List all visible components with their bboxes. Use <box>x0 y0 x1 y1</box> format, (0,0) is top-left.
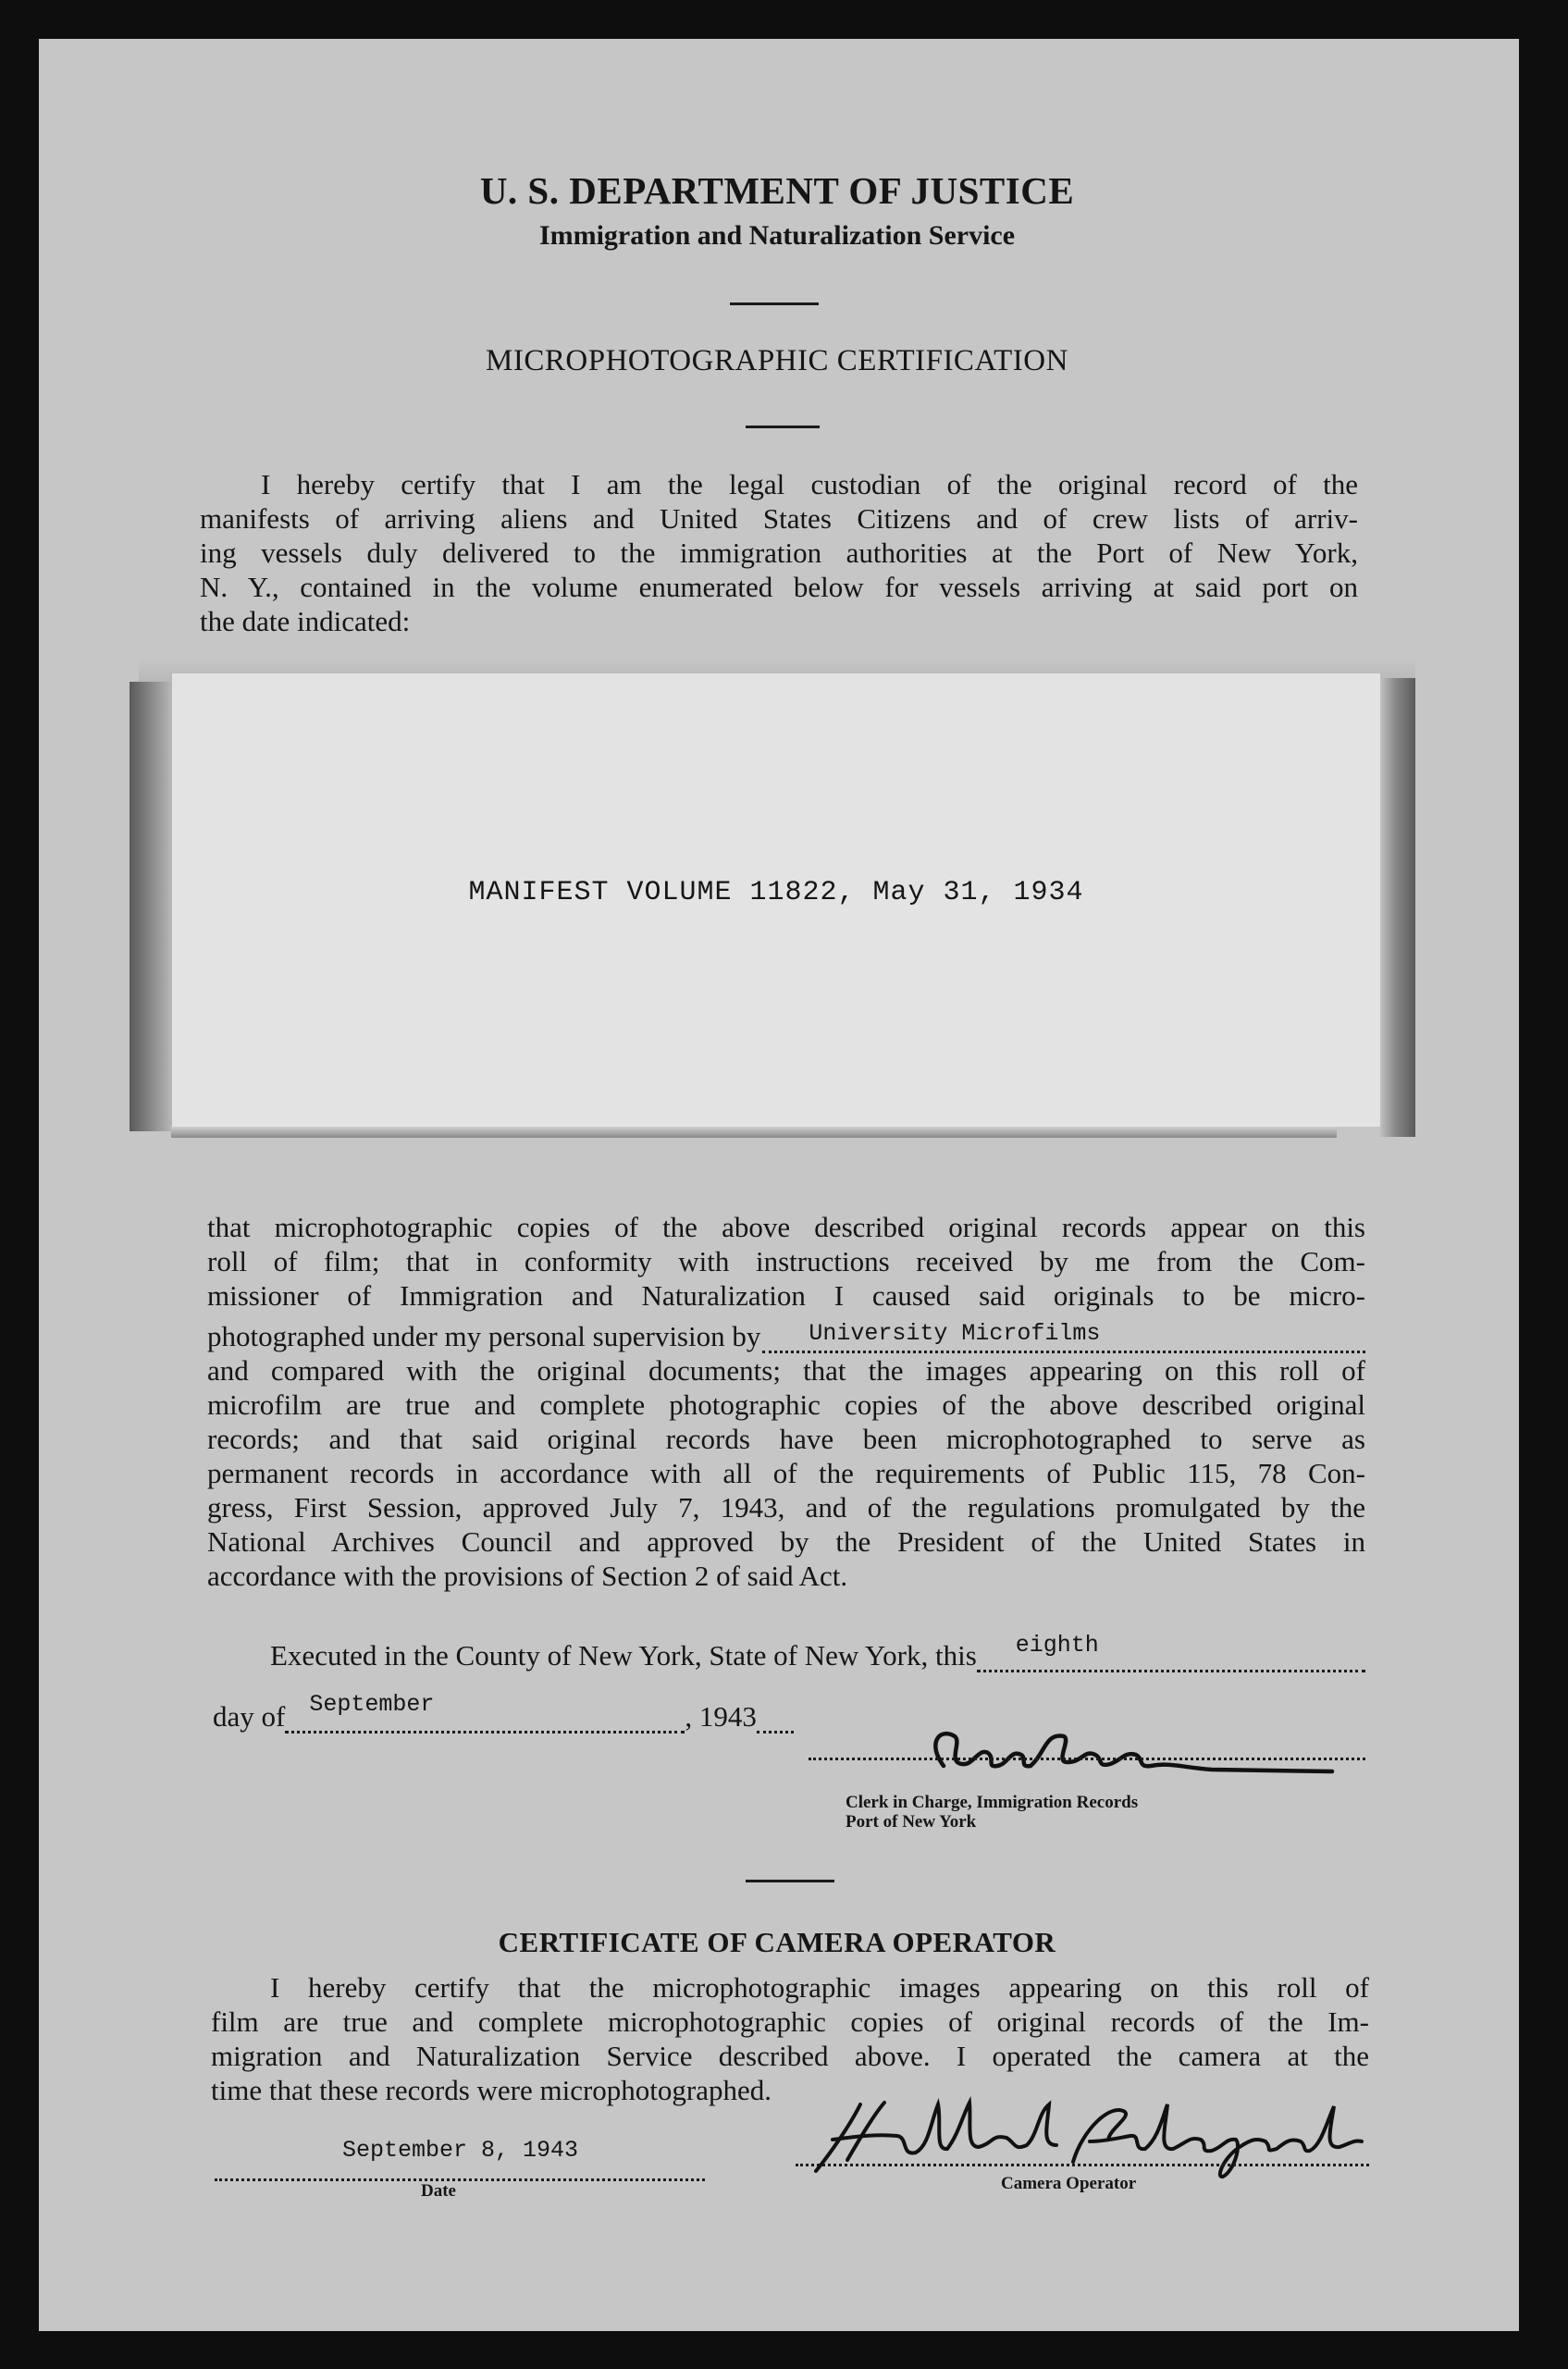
camera-operator-label: Camera Operator <box>1001 2174 1137 2193</box>
day-of-label: day of <box>213 1700 286 1733</box>
execution-day: eighth <box>1015 1632 1099 1659</box>
body-line: gress, First Session, approved July 7, 1943, and of the regulations promulgated by the <box>207 1491 1365 1524</box>
clerk-signature-line <box>809 1758 1365 1760</box>
body-line: records; and that said original records have been microphotographed to serve as <box>207 1423 1365 1455</box>
execution-day-line <box>977 1632 1365 1672</box>
divider-rule <box>730 302 819 305</box>
body-line: and compared with the original documents; that the images appearing on this roll of <box>207 1354 1365 1387</box>
operator-date: September 8, 1943 <box>342 2137 579 2164</box>
execution-line <box>270 1632 1365 1672</box>
camera-line: film are true and complete microphotographic copies of original records of the Im- <box>211 2005 1369 2038</box>
supervision-line <box>207 1319 1365 1353</box>
card-shadow <box>1378 678 1415 1137</box>
clerk-signature <box>907 1716 1341 1790</box>
supervision-fill-line <box>762 1320 1365 1353</box>
intro-line: manifests of arriving aliens and United States Citizens and of crew lists of arriv- <box>200 502 1358 535</box>
month-fill-line <box>285 1691 685 1734</box>
intro-paragraph <box>200 467 1358 638</box>
divider-rule <box>746 1880 834 1882</box>
execution-month: September <box>309 1691 435 1718</box>
clerk-port: Port of New York <box>846 1812 977 1832</box>
manifest-volume-text: MANIFEST VOLUME 11822, May 31, 1934 <box>468 877 1084 908</box>
intro-line: ing vessels duly delivered to the immigration authorities at the Port of New York, <box>200 537 1358 569</box>
body-line: microfilm are true and complete photographic copies of the above described original <box>207 1388 1365 1421</box>
camera-line: I hereby certify that the microphotographic images appearing on this roll of <box>270 1971 1369 2004</box>
intro-line: N. Y., contained in the volume enumerated below for vessels arriving at said port on <box>200 571 1358 603</box>
certification-title: MICROPHOTOGRAPHIC CERTIFICATION <box>486 344 1068 377</box>
date-fill-line <box>215 2173 705 2181</box>
camera-line: time that these records were microphotographed. <box>211 2074 772 2106</box>
intro-line: the date indicated: <box>200 605 411 637</box>
clerk-title: Clerk in Charge, Immigration Records <box>846 1793 1139 1812</box>
camera-line: migration and Naturalization Service described above. I operated the camera at the <box>211 2040 1369 2072</box>
body-paragraph <box>207 1210 1365 1593</box>
date-of-line <box>213 1691 794 1734</box>
body-line: roll of film; that in conformity with instructions received by me from the Com- <box>207 1245 1365 1277</box>
card-shadow <box>130 682 172 1131</box>
service-subheading: Immigration and Naturalization Service <box>538 220 1016 251</box>
year-fill-line <box>757 1706 794 1734</box>
supervisor-name: University Microfilms <box>809 1320 1101 1347</box>
operator-signature <box>796 2086 1369 2188</box>
supervision-prefix: photographed under my personal supervision by <box>207 1320 761 1352</box>
card-shadow <box>171 1127 1337 1138</box>
body-line: accordance with the provisions of Section 2 of said Act. <box>207 1560 848 1592</box>
body-line: National Archives Council and approved by the President of the United States in <box>207 1525 1365 1558</box>
body-line: permanent records in accordance with all of the requirements of Public 115, 78 Con- <box>207 1457 1365 1489</box>
operator-signature-line <box>796 2158 1369 2166</box>
intro-line: I hereby certify that I am the legal custodian of the original record of the <box>261 468 1358 500</box>
body-line: missioner of Immigration and Naturalization I caused said originals to be micro- <box>207 1279 1365 1312</box>
year-label: , 194 <box>685 1700 743 1733</box>
execution-prefix: Executed in the County of New York, State of New York, this <box>270 1639 977 1672</box>
divider-rule <box>746 426 820 428</box>
camera-operator-heading: CERTIFICATE OF CAMERA OPERATOR <box>498 1926 1056 1958</box>
body-line: that microphotographic copies of the above described original records appear on this <box>207 1211 1365 1243</box>
department-heading: U. S. DEPARTMENT OF JUSTICE <box>479 169 1075 212</box>
date-label: Date <box>421 2181 456 2201</box>
year-digit: 3 <box>742 1700 757 1733</box>
